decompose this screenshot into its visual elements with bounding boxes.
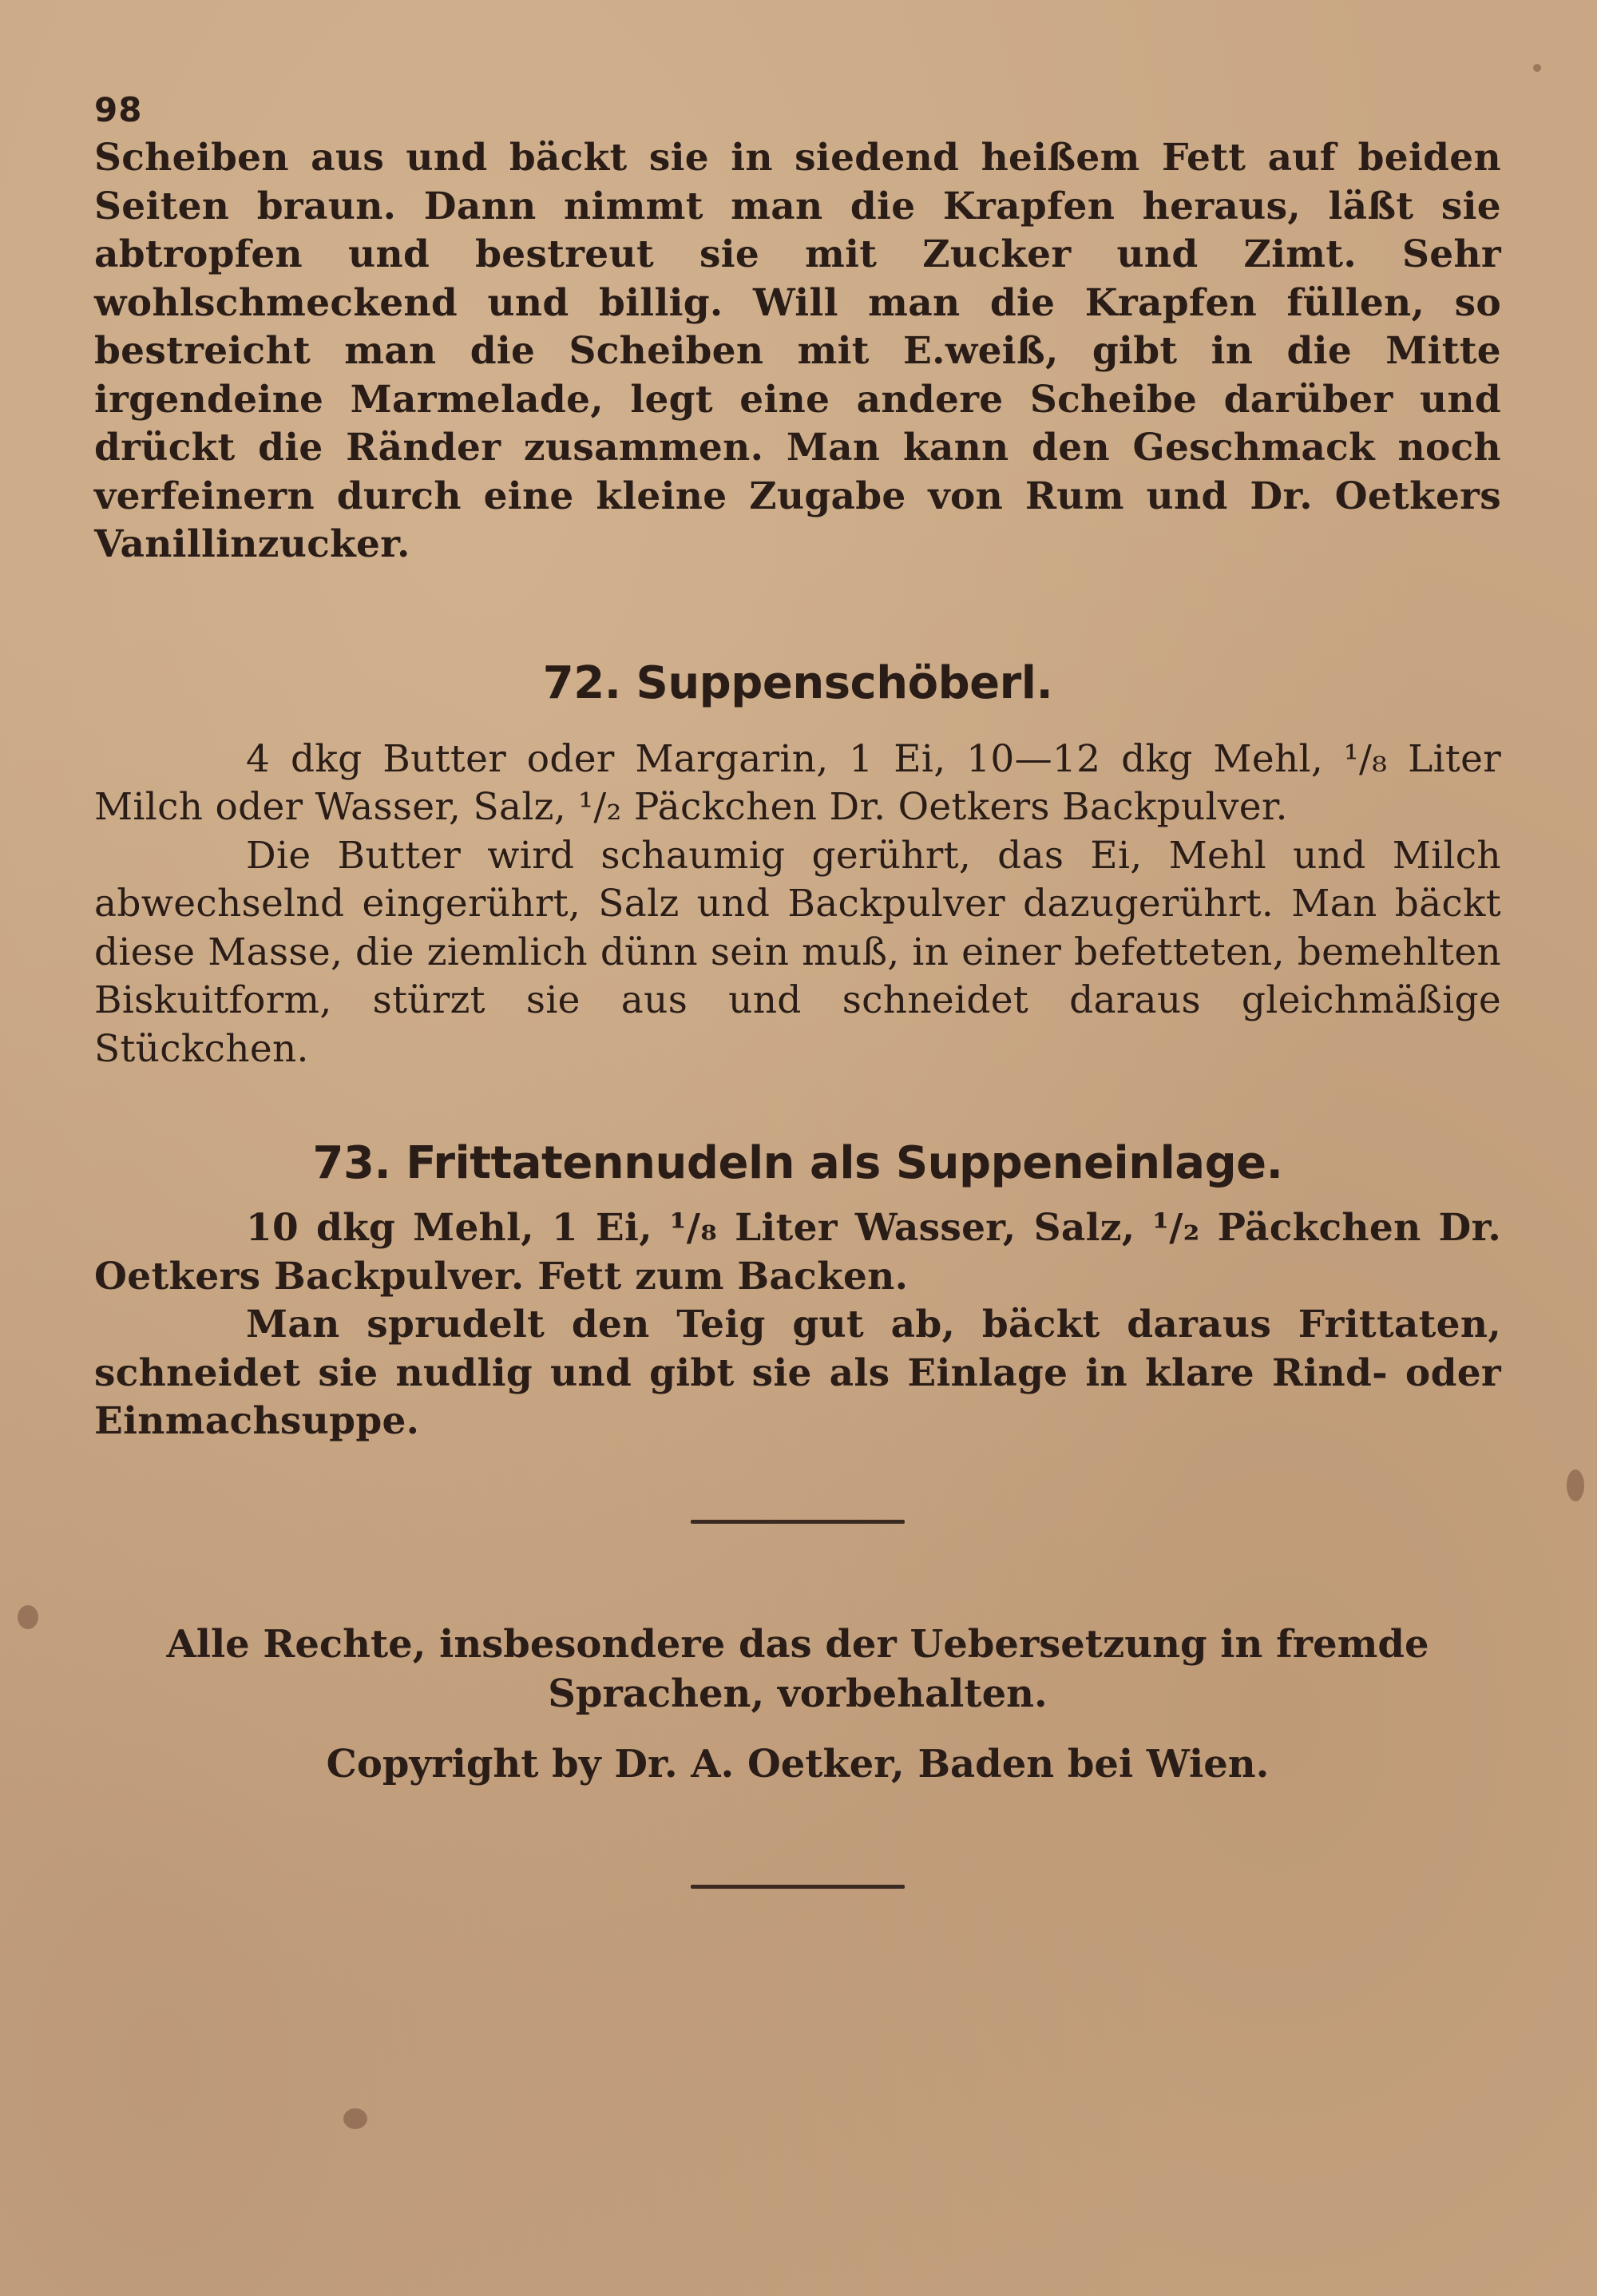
recipe-72-ingredients: 4 dkg Butter oder Margarin, 1 Ei, 10—12 dkg Mehl, ¹/₈ Liter Milch oder Wasser, Salz, ¹/₂ Päckchen Dr. Oetkers Backpulver.: [94, 736, 1501, 829]
recipe-72-title: 72. Suppenschöberl.: [542, 656, 1053, 709]
divider-rule-bottom: [691, 1885, 905, 1889]
recipe-73-title: 73. Frittatennudeln als Suppeneinlage.: [312, 1137, 1283, 1189]
paper-speck: [18, 1605, 38, 1629]
page-number: 98: [94, 90, 143, 129]
copyright-line: Copyright by Dr. A. Oetker, Baden bei Wien.: [326, 1741, 1270, 1786]
recipe-72-method: Die Butter wird schaumig gerührt, das Ei, Mehl und Milch abwechselnd eingerührt, Salz und Backpulver dazugerührt. Man bäckt diese Masse, die ziemlich dünn sein muß, in einer befetteten, bemehlten Biskuitform, stürzt sie aus und schneidet daraus gleichmäßige Stückchen.: [94, 833, 1501, 1071]
rights-line-2: Sprachen, vorbehalten.: [548, 1671, 1048, 1716]
rights-line-1: Alle Rechte, insbesondere das der Uebersetzung in fremde: [166, 1621, 1429, 1667]
paper-speck: [1567, 1469, 1584, 1501]
recipe-73-ingredients: 10 dkg Mehl, 1 Ei, ¹/₈ Liter Wasser, Salz, ¹/₂ Päckchen Dr. Oetkers Backpulver. Fett zum Backen.: [94, 1206, 1501, 1299]
recipe-73-method: Man sprudelt den Teig gut ab, bäckt daraus Frittaten, schneidet sie nudlig und gibt sie als Einlage in klare Rind- oder Einmachsuppe.: [94, 1303, 1501, 1443]
divider-rule: [691, 1520, 905, 1524]
book-page: [94, 88, 1501, 2228]
intro-paragraph: Scheiben aus und bäckt sie in siedend heißem Fett auf beiden Seiten braun. Dann nimmt man die Krapfen heraus, läßt sie abtropfen und bestreut sie mit Zucker und Zimt. Sehr wohlschmeckend und billig. Will man die Krapfen füllen, so bestreicht man die Scheiben mit E.weiß, gibt in die Mitte irgendeine Marmelade, legt eine andere Scheibe darüber und drückt die Ränder zusammen. Man kann den Geschmack noch verfeinern durch eine kleine Zugabe von Rum und Dr. Oetkers Vanillinzucker.: [94, 136, 1501, 566]
paper-speck: [1533, 64, 1541, 72]
paper-speck: [343, 2108, 367, 2129]
